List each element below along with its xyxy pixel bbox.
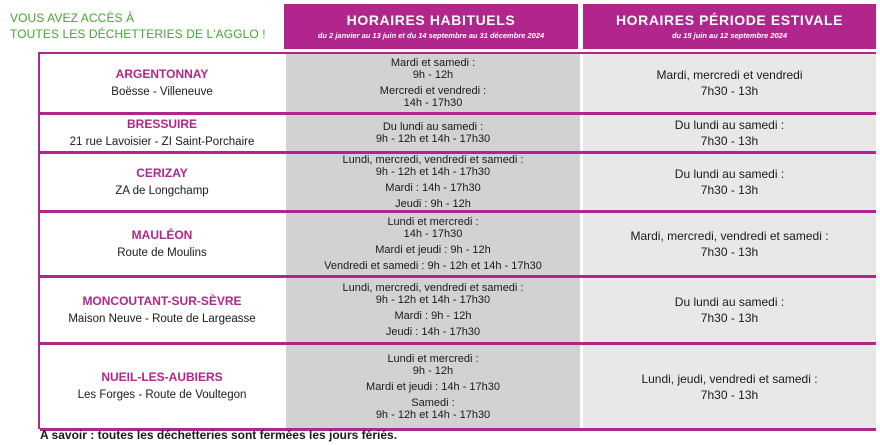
horaires-habituels-cell	[286, 345, 580, 428]
table-row	[40, 345, 876, 428]
schedule-line: Lundi, mercredi, vendredi et samedi :	[342, 282, 524, 294]
schedule-line: 14h - 17h30	[403, 97, 463, 109]
schedule-line: Lundi, mercredi, vendredi et samedi :	[342, 154, 524, 166]
horaires-estivale-cell	[583, 213, 876, 275]
schedule-line: 7h30 - 13h	[700, 84, 759, 98]
header-title: HORAIRES PÉRIODE ESTIVALE	[615, 12, 844, 28]
location-address: ZA de Longchamp	[115, 184, 209, 197]
header-horaires-estivale	[583, 4, 876, 49]
schedule-block	[343, 154, 524, 178]
schedule-block	[630, 228, 828, 260]
intro-text	[10, 10, 272, 42]
schedule-block	[391, 57, 475, 81]
header-title: HORAIRES HABITUELS	[346, 12, 516, 28]
horaires-habituels-cell	[286, 115, 580, 151]
header-subtitle: du 15 juin au 12 septembre 2024	[671, 31, 788, 40]
horaires-habituels-cell	[286, 154, 580, 210]
schedule-line: 14h - 17h30	[403, 228, 463, 240]
schedule-block	[324, 260, 542, 272]
schedule-block	[387, 353, 478, 377]
schedule-block	[366, 381, 500, 393]
schedule-line: Mardi, mercredi et vendredi	[656, 68, 803, 82]
schedule-block	[675, 294, 784, 326]
horaires-habituels-cell	[286, 278, 580, 342]
horaires-estivale-cell	[583, 115, 876, 151]
schedule-line: 9h - 12h et 14h - 17h30	[375, 166, 491, 178]
schedule-line: 7h30 - 13h	[700, 311, 759, 325]
schedule-line: 9h - 12h et 14h - 17h30	[375, 294, 491, 306]
schedule-block	[380, 85, 486, 109]
location-name: CERIZAY	[136, 165, 188, 180]
location-address: Maison Neuve - Route de Largeasse	[68, 312, 256, 325]
location-cell	[40, 154, 284, 210]
horaires-estivale-cell	[583, 278, 876, 342]
location-name: BRESSUIRE	[126, 116, 197, 131]
intro-line-2: TOUTES LES DÉCHETTERIES DE L'AGGLO !	[10, 27, 266, 41]
schedule-line: Lundi et mercredi :	[387, 352, 479, 365]
header-horaires-habituels	[284, 4, 578, 49]
schedule-line: 7h30 - 13h	[700, 387, 759, 402]
schedule-block	[656, 67, 802, 99]
schedule-line: Jeudi : 14h - 17h30	[385, 326, 481, 338]
schedule-line: Du lundi au samedi :	[674, 167, 785, 181]
location-cell	[40, 345, 284, 428]
schedule-block	[376, 397, 490, 421]
schedule-line: Mardi : 14h - 17h30	[385, 182, 481, 194]
schedule-line: Mardi et samedi :	[390, 57, 476, 69]
schedule-block	[376, 121, 490, 145]
schedule-line: Lundi et mercredi :	[387, 216, 479, 228]
schedule-line: Jeudi : 9h - 12h	[395, 198, 471, 210]
horaires-habituels-cell	[286, 54, 580, 112]
table-row	[40, 213, 876, 275]
schedule-block	[387, 216, 478, 240]
footnote: A savoir : toutes les déchetteries sont fermées les jours fériés.	[40, 428, 398, 442]
location-cell	[40, 115, 284, 151]
schedule-block	[394, 310, 471, 322]
schedule-line: 7h30 - 13h	[700, 134, 759, 148]
schedule-block	[641, 371, 817, 403]
schedule-line: Du lundi au samedi :	[674, 295, 785, 309]
location-address: 21 rue Lavoisier - ZI Saint-Porchaire	[69, 135, 255, 148]
schedule-line: Vendredi et samedi : 9h - 12h et 14h - 17h30	[324, 260, 542, 272]
location-name: NUEIL-LES-AUBIERS	[101, 370, 223, 384]
horaires-estivale-cell	[583, 54, 876, 112]
schedule-line: Mardi et jeudi : 14h - 17h30	[366, 380, 500, 393]
location-cell	[40, 54, 284, 112]
table-row	[40, 278, 876, 342]
location-name: MONCOUTANT-SUR-SÈVRE	[82, 293, 242, 308]
table-row	[40, 115, 876, 151]
schedule-line: Du lundi au samedi :	[382, 121, 484, 133]
schedule-block	[375, 244, 491, 256]
table-row	[40, 154, 876, 210]
schedule-line: 9h - 12h et 14h - 17h30	[375, 133, 491, 145]
schedule-line: Samedi :	[411, 396, 455, 409]
location-cell	[40, 278, 284, 342]
horaires-estivale-cell	[583, 154, 876, 210]
schedule-block	[385, 182, 480, 194]
intro-line-1: VOUS AVEZ ACCÈS À	[10, 11, 135, 25]
schedule-block	[395, 198, 471, 210]
schedule-line: 9h - 12h	[412, 69, 454, 81]
schedule-line: Mercredi et vendredi :	[379, 85, 487, 97]
schedule-block	[675, 117, 784, 149]
schedule-line: Lundi, jeudi, vendredi et samedi :	[641, 371, 818, 386]
schedule-line: 9h - 12h	[412, 364, 454, 377]
horaires-estivale-cell	[583, 345, 876, 428]
location-name: ARGENTONNAY	[115, 66, 209, 81]
schedule-block	[675, 166, 784, 198]
schedule-line: 9h - 12h et 14h - 17h30	[375, 408, 491, 421]
location-address: Les Forges - Route de Voultegon	[77, 389, 247, 401]
schedule-line: Du lundi au samedi :	[674, 118, 785, 132]
schedule-line: Mardi : 9h - 12h	[394, 310, 472, 322]
location-cell	[40, 213, 284, 275]
location-name: MAULÉON	[131, 227, 193, 242]
schedule-line: Mardi et jeudi : 9h - 12h	[375, 244, 491, 256]
schedule-line: 7h30 - 13h	[700, 245, 759, 259]
schedule-line: 7h30 - 13h	[700, 183, 759, 197]
horaires-habituels-cell	[286, 213, 580, 275]
schedule-block	[343, 282, 524, 306]
table-row	[40, 54, 876, 112]
schedule-line: Mardi, mercredi, vendredi et samedi :	[630, 229, 829, 243]
location-address: Route de Moulins	[117, 246, 207, 259]
schedule-block	[386, 326, 480, 338]
location-address: Boësse - Villeneuve	[111, 85, 213, 98]
header-subtitle: du 2 janvier au 13 juin et du 14 septembre au 31 décembre 2024	[317, 31, 545, 40]
